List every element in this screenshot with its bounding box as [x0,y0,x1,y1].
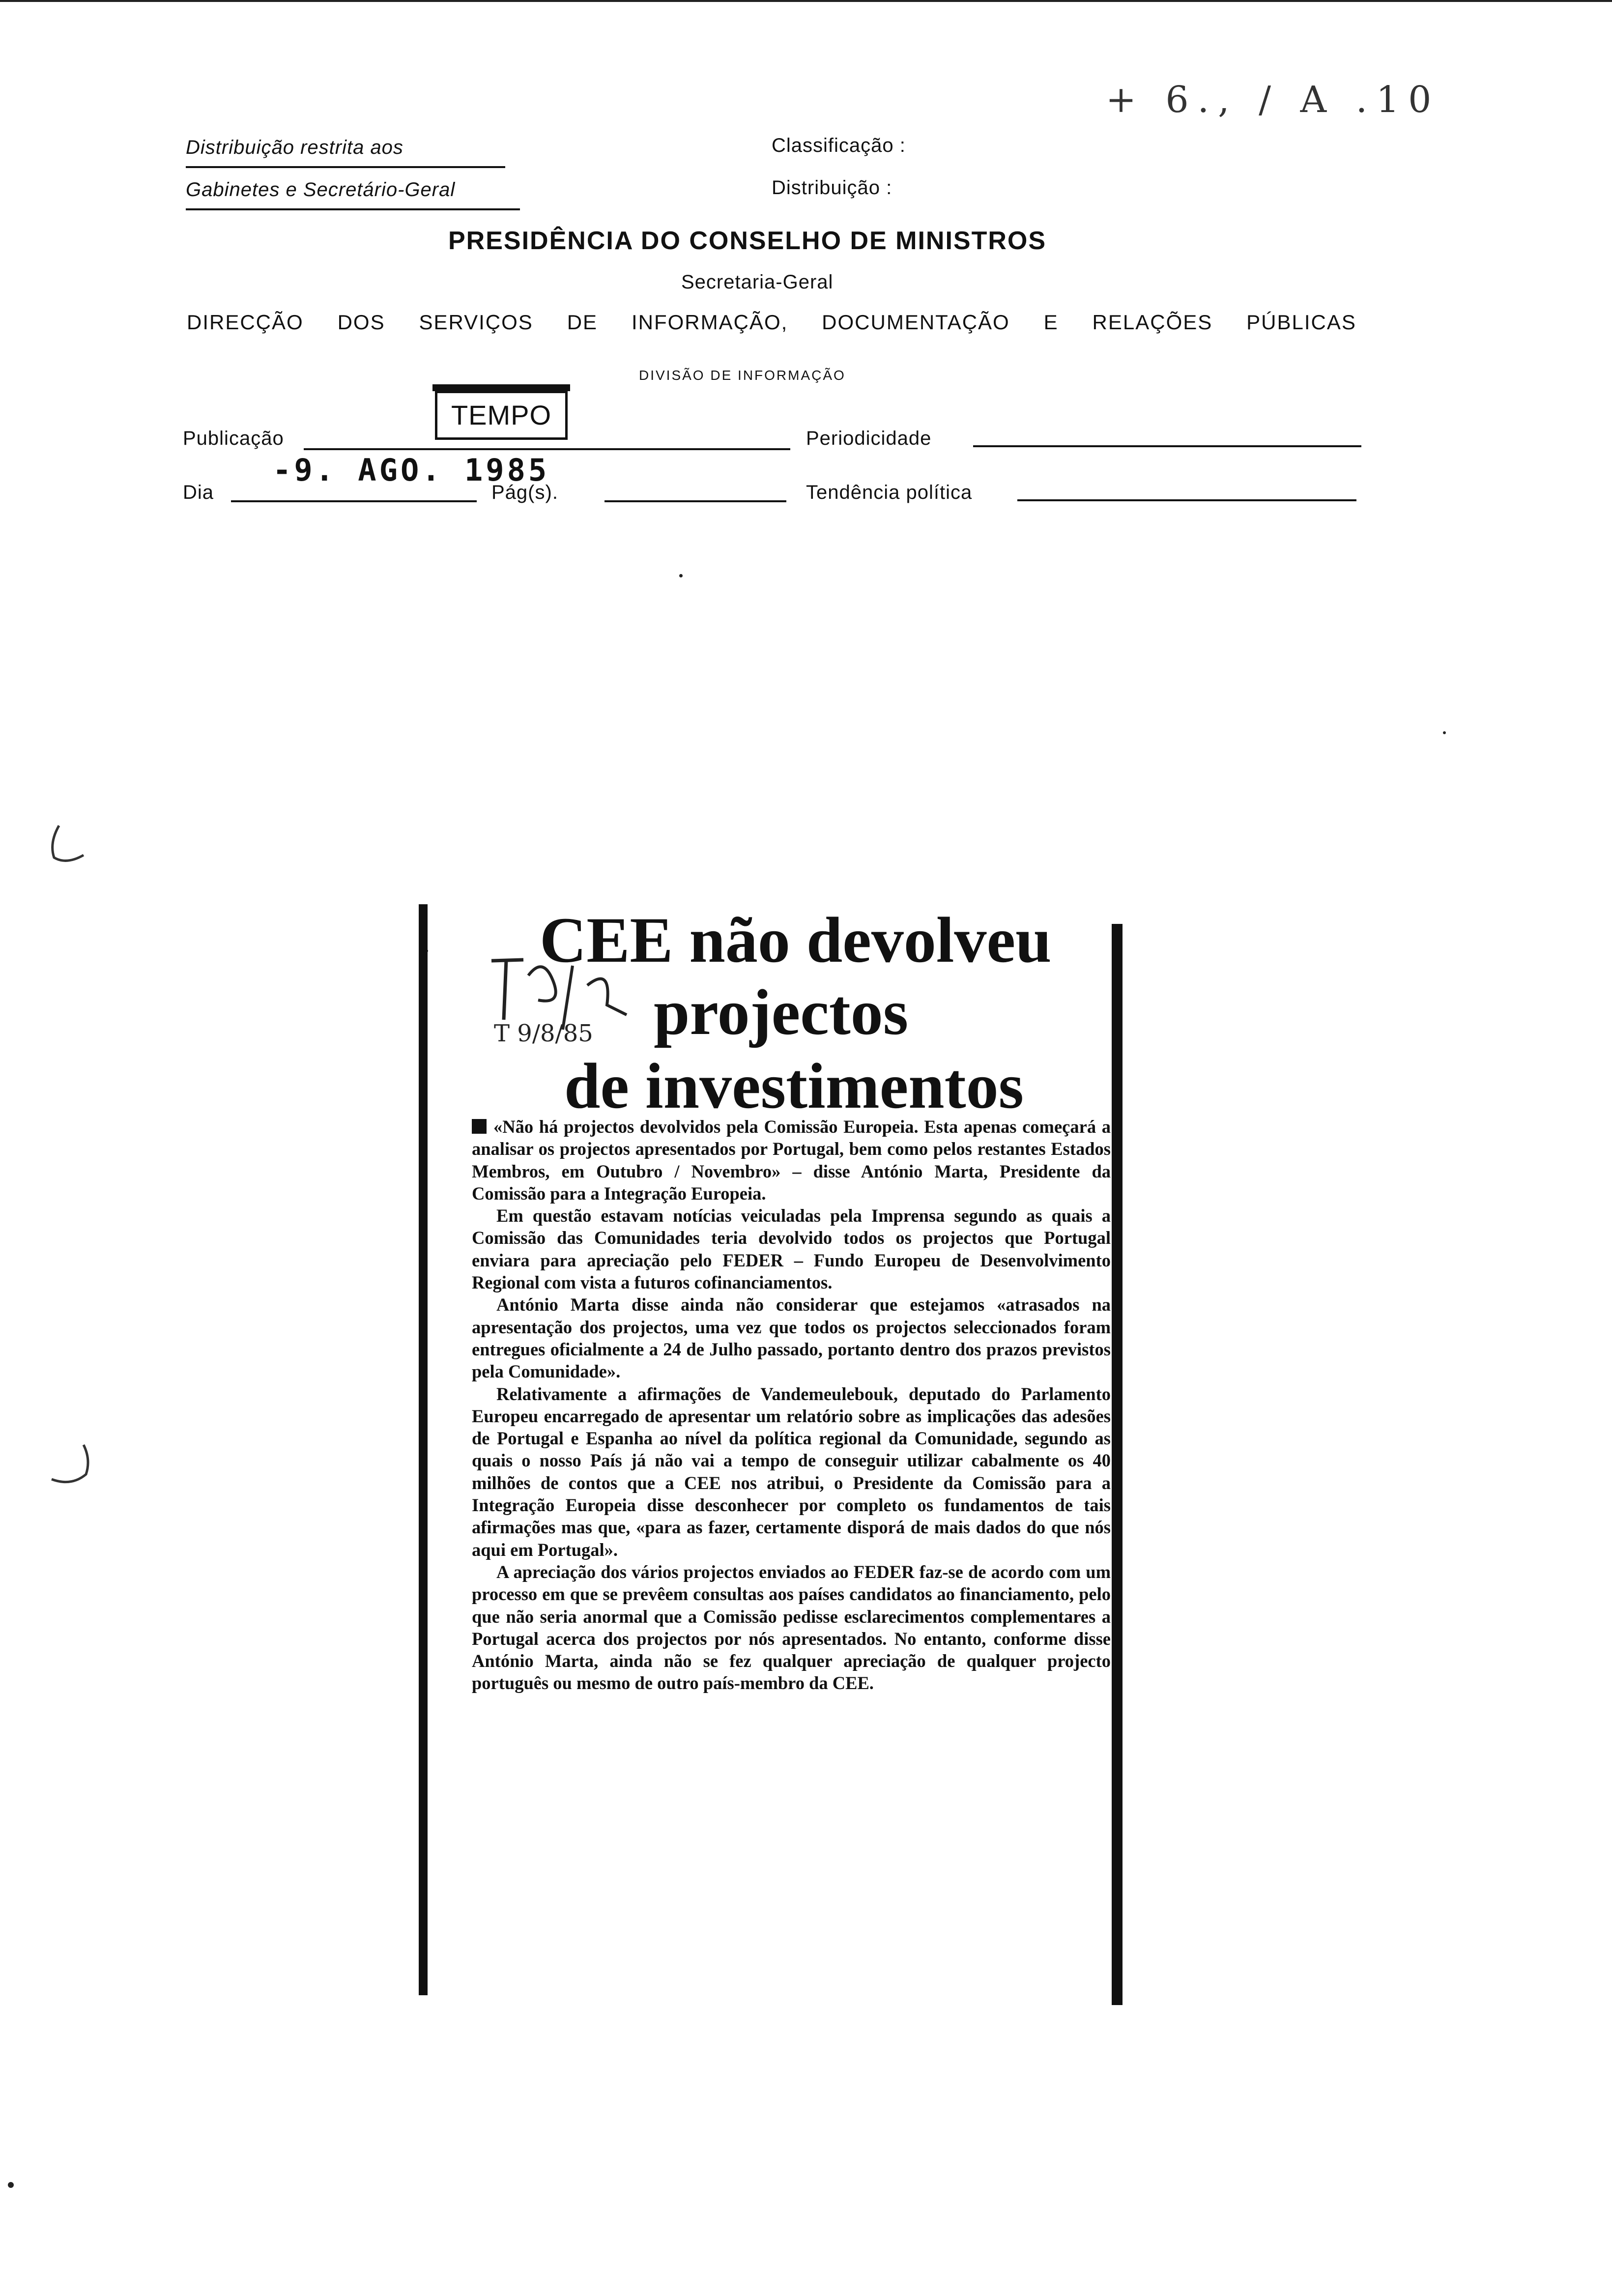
dia-line [231,500,477,502]
article-body [472,1116,1111,1694]
headline-line-1: CEE não devolveu [540,904,1052,976]
scan-dot [1443,731,1446,734]
top-border [0,0,1612,2]
publicacao-line [304,448,790,450]
article-paragraph: Relativamente a afirmações de Vandemeulebouk, deputado do Parlamento Europeu encarregado de apresentar um relatório sobre as implicações das adesões de Portugal e Espanha ao nível da política regional da Comunidade, segundo as quais o nosso País já não vai a tempo de conseguir utilizar cabalmente os 40 milhões de contos que a CEE nos atribui, o Presidente da Comissão para a Integração Europeia disse desconhecer por completo os fundamentos de tais afirmações mas que, «para as fazer, certamente disporá de mais dados do que nós aqui em Portugal». [472,1383,1111,1560]
clipping-right-border [1112,924,1123,2005]
handwritten-note-text: T 9/8/85 [494,1020,593,1047]
distribuicao-label: Distribuição : [772,177,892,199]
article-paragraph: «Não há projectos devolvidos pela Comissão Europeia. Esta apenas começará a analisar os projectos apresentados por Portugal, bem como pelos restantes Estados Membros, em Outubro / Novembro» – disse António Marta, Presidente da Comissão para a Integração Europeia. [472,1117,1111,1204]
restricted-underline-2 [186,208,520,210]
clipping-left-border [419,904,428,1995]
direccao-word: DE [567,311,598,334]
pags-label: Pág(s). [491,482,558,503]
publication-stamp: TEMPO [435,391,568,440]
restricted-distribution-line2: Gabinetes e Secretário-Geral [186,179,456,201]
binder-hole-mark-upper [44,816,88,875]
scan-dot [8,2182,14,2188]
direccao-word: SERVIÇOS [419,311,533,334]
date-stamp: -9. AGO. 1985 [273,452,550,488]
periodicidade-label: Periodicidade [806,428,932,449]
tendencia-line [1017,499,1356,501]
direccao-word: E [1043,311,1059,334]
direccao-word: INFORMAÇÃO, [631,311,788,334]
organization-title: PRESIDÊNCIA DO CONSELHO DE MINISTROS [448,227,1047,255]
binder-hole-mark-lower [44,1440,93,1499]
article-paragraph: António Marta disse ainda não considerar que estejamos «atrasados na apresentação dos projectos, uma vez que todos os projectos seleccionados foram entregues oficialmente a 24 de Julho passado, portanto dentro dos prazos previstos pela Comunidade». [472,1294,1111,1382]
direccao-word: PÚBLICAS [1246,311,1356,334]
direccao-line [187,311,1356,334]
direccao-word: RELAÇÕES [1092,311,1213,334]
handwritten-note [489,946,636,1079]
scan-dot [679,574,683,577]
periodicidade-line [973,445,1361,447]
article-paragraph: A apreciação dos vários projectos enviados ao FEDER faz-se de acordo com um processo em que se prevêem consultas aos países candidatos ao financiamento, pelo que não seria anormal que a Comissão pedisse esclarecimentos complementares a Portugal acerca dos projectos por nós apresentados. No entanto, conforme disse António Marta, ainda não se fez qualquer apreciação de qualquer projecto português ou mesmo de outro país-membro da CEE. [472,1561,1111,1693]
classificacao-label: Classificação : [772,135,906,156]
handwritten-code: + 6., / A .10 [1106,79,1440,121]
pags-line [604,500,786,502]
paragraph-bullet-icon [472,1119,487,1134]
dia-label: Dia [183,482,214,503]
handwritten-scribble [489,946,636,1079]
organization-subtitle: Secretaria-Geral [681,271,834,293]
headline-line-2: projectos [654,976,909,1048]
direccao-word: DOCUMENTAÇÃO [822,311,1010,334]
direccao-word: DIRECÇÃO [187,311,304,334]
divisao-label: DIVISÃO DE INFORMAÇÃO [639,368,846,383]
restricted-underline-1 [186,166,505,168]
direccao-word: DOS [337,311,385,334]
publicacao-label: Publicação [183,428,284,449]
stamp-top-bar [432,384,570,391]
article-paragraph: Em questão estavam notícias veiculadas pela Imprensa segundo as quais a Comissão das Comunidades teria devolvido todos os projectos que Portugal enviara para apreciação pelo FEDER – Fundo Europeu de Desenvolvimento Regional com vista a futuros cofinanciamentos. [472,1205,1111,1293]
restricted-distribution-line1: Distribuição restrita aos [186,137,403,158]
tendencia-label: Tendência política [806,482,973,503]
headline-line-3: de investimentos [564,1050,1024,1122]
